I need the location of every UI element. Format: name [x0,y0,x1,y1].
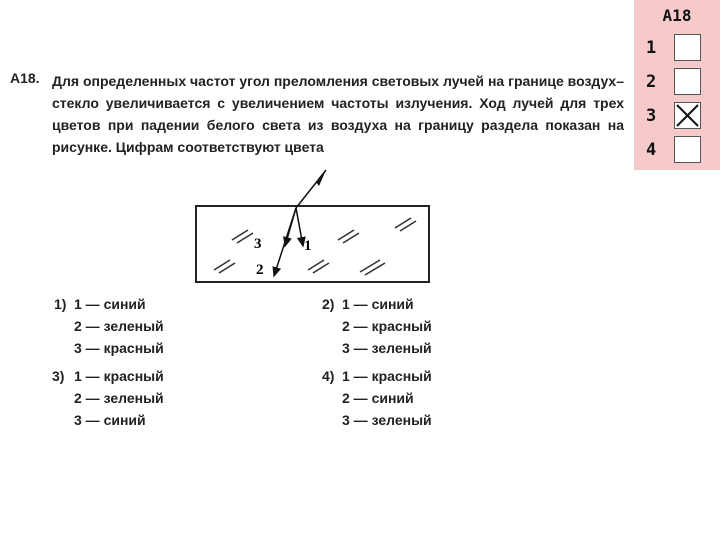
answer-line: 3 — зеленый [342,340,432,356]
answer-line: 2 — синий [342,390,414,406]
option-row-4 [634,136,720,166]
answer-number-3: 3) [52,368,65,384]
ray-1 [296,208,303,246]
ray-1-label: 1 [304,238,312,254]
option-checkbox-1[interactable] [674,34,701,61]
answer-line: 1 — красный [342,368,432,384]
ray-2 [274,208,296,276]
incident-ray-arrow-icon [316,170,326,186]
option-checkbox-2[interactable] [674,68,701,95]
question-text: Для определенных частот угол преломления световых лучей на границе воздух–стекло увеличивается с увеличением частоты излучения. Ход лучей для трех цветов при падении белого света из воздуха на границу раздела показан на рисунке. Цифрам соответствуют цвета [52,73,624,155]
cross-mark-icon [675,103,700,128]
option-number: 1 [646,38,657,58]
ray-3-label: 3 [254,236,262,252]
glass-hatching [214,218,416,275]
answer-line: 3 — синий [74,412,146,428]
panel-title: A18 [662,6,692,25]
option-number: 3 [646,106,657,126]
option-number: 4 [646,140,657,160]
answer-line: 2 — зеленый [74,318,164,334]
answer-line: 1 — синий [342,296,414,312]
answer-line: 1 — синий [74,296,146,312]
option-row-2 [634,68,720,98]
option-number: 2 [646,72,657,92]
option-checkbox-4[interactable] [674,136,701,163]
question-number: A18. [10,70,40,86]
answer-line: 3 — красный [74,340,164,356]
answer-line: 2 — зеленый [74,390,164,406]
option-checkbox-3[interactable] [674,102,701,129]
option-row-3 [634,102,720,132]
answer-number-2: 2) [322,296,335,312]
answer-panel [634,0,720,170]
ray-2-label: 2 [256,262,264,278]
option-row-1 [634,34,720,64]
answer-number-1: 1) [54,296,67,312]
answer-line: 3 — зеленый [342,412,432,428]
answer-line: 2 — красный [342,318,432,334]
answer-line: 1 — красный [74,368,164,384]
glass-block [196,206,429,282]
refraction-figure [190,160,450,285]
answer-number-4: 4) [322,368,335,384]
